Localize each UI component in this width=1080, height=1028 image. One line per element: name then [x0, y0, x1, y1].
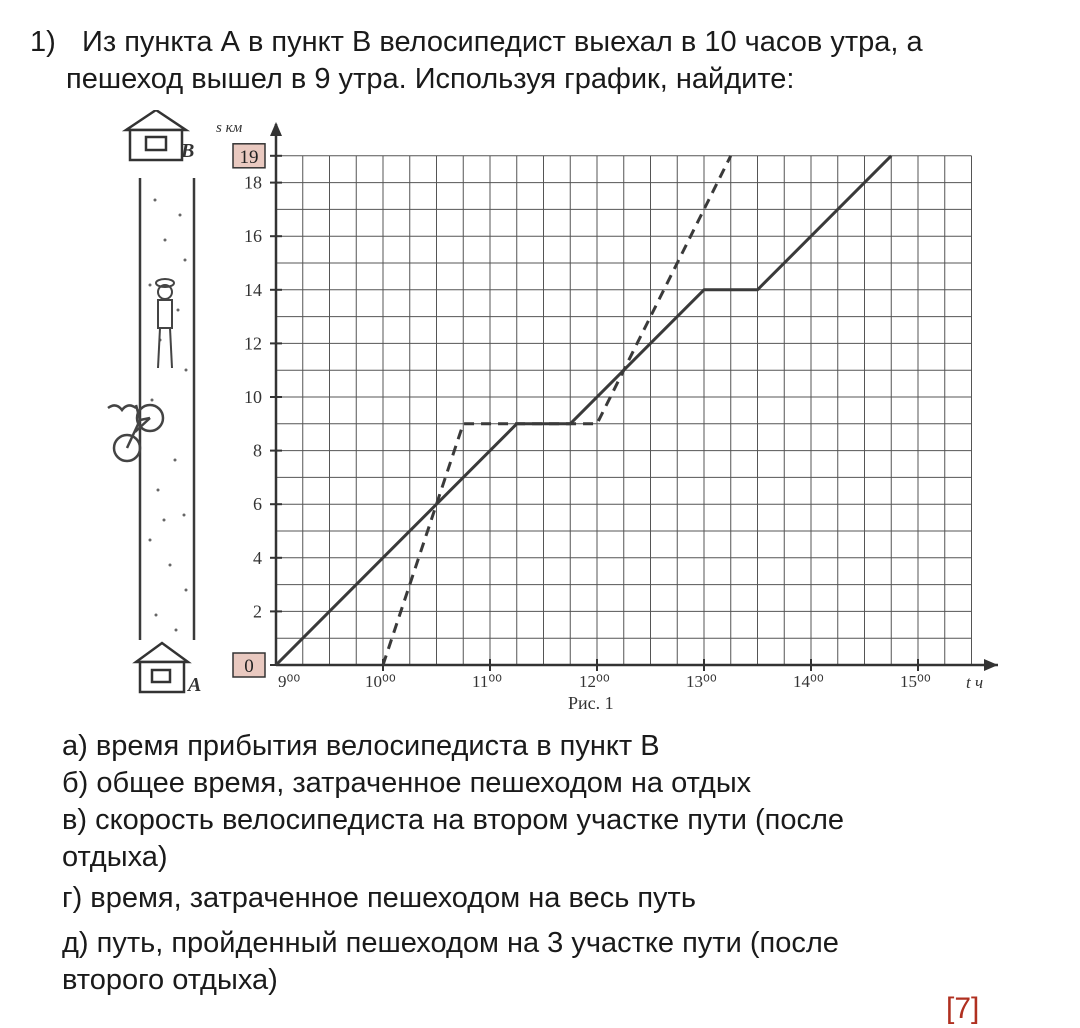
pedestrian-series-line: [276, 156, 891, 665]
problem-number: 1): [30, 26, 56, 58]
x-tick-label: 13⁰⁰: [686, 672, 717, 691]
y-tick-label: 8: [253, 440, 262, 461]
x-axis-label: t ч: [966, 673, 984, 692]
cyclist-series-line: [383, 156, 731, 665]
x-tick-label: 14⁰⁰: [793, 672, 824, 691]
question-b: б) общее время, затраченное пешеходом на отдых: [62, 767, 752, 799]
chart-grid: [276, 156, 972, 665]
question-e: д) путь, пройденный пешеходом на 3 участке пути (после: [62, 927, 839, 959]
question-a: а) время прибытия велосипедиста в пункт В: [62, 730, 660, 762]
y-tick-label: 4: [253, 547, 262, 568]
problem-text-line-1: Из пункта А в пункт В велосипедист выехал в 10 часов утра, а: [82, 26, 923, 58]
marks-badge: [7]: [946, 992, 980, 1025]
x-tick-label: 11⁰⁰: [472, 672, 502, 691]
point-b-label: B: [181, 140, 195, 162]
point-a-label: A: [188, 674, 202, 696]
y-tick-label: 2: [253, 601, 262, 622]
problem-text-line-2: пешеход вышел в 9 утра. Используя график, найдите:: [66, 63, 795, 95]
y-tick-label: 19: [239, 146, 259, 168]
x-tick-label: 9⁰⁰: [278, 672, 301, 691]
y-tick-label: 6: [253, 494, 262, 515]
y-axis-label: s км: [216, 120, 243, 136]
y-tick-label: 12: [244, 333, 262, 354]
y-tick-label: 10: [244, 387, 262, 407]
question-e-continued: второго отдыха): [62, 964, 278, 996]
x-tick-label: 10⁰⁰: [365, 672, 396, 691]
figure-caption: Рис. 1: [568, 693, 614, 713]
y-tick-labels: [233, 144, 282, 677]
y-tick-label: 18: [244, 172, 262, 193]
distance-time-chart: [0, 110, 1080, 722]
x-tick-label: 15⁰⁰: [900, 672, 931, 691]
road-dots: [149, 199, 188, 632]
bicycle-icon: [108, 405, 163, 461]
questions-list: [62, 728, 1022, 999]
house-a-icon: [136, 643, 188, 692]
question-c-continued: отдыха): [62, 841, 168, 873]
question-d: г) время, затраченное пешеходом на весь путь: [62, 882, 696, 914]
question-c: в) скорость велосипедиста на втором участке пути (после: [62, 804, 845, 836]
road-illustration: [140, 178, 194, 640]
y-tick-label: 0: [244, 656, 254, 677]
x-axis-arrow: [984, 659, 998, 671]
y-tick-label: 16: [244, 226, 262, 247]
y-tick-label: 14: [244, 279, 262, 300]
house-b-icon: [126, 110, 186, 160]
y-axis-arrow: [270, 122, 282, 136]
chart-series: [276, 156, 891, 665]
x-tick-label: 12⁰⁰: [579, 672, 610, 691]
pedestrian-icon: [156, 279, 174, 368]
